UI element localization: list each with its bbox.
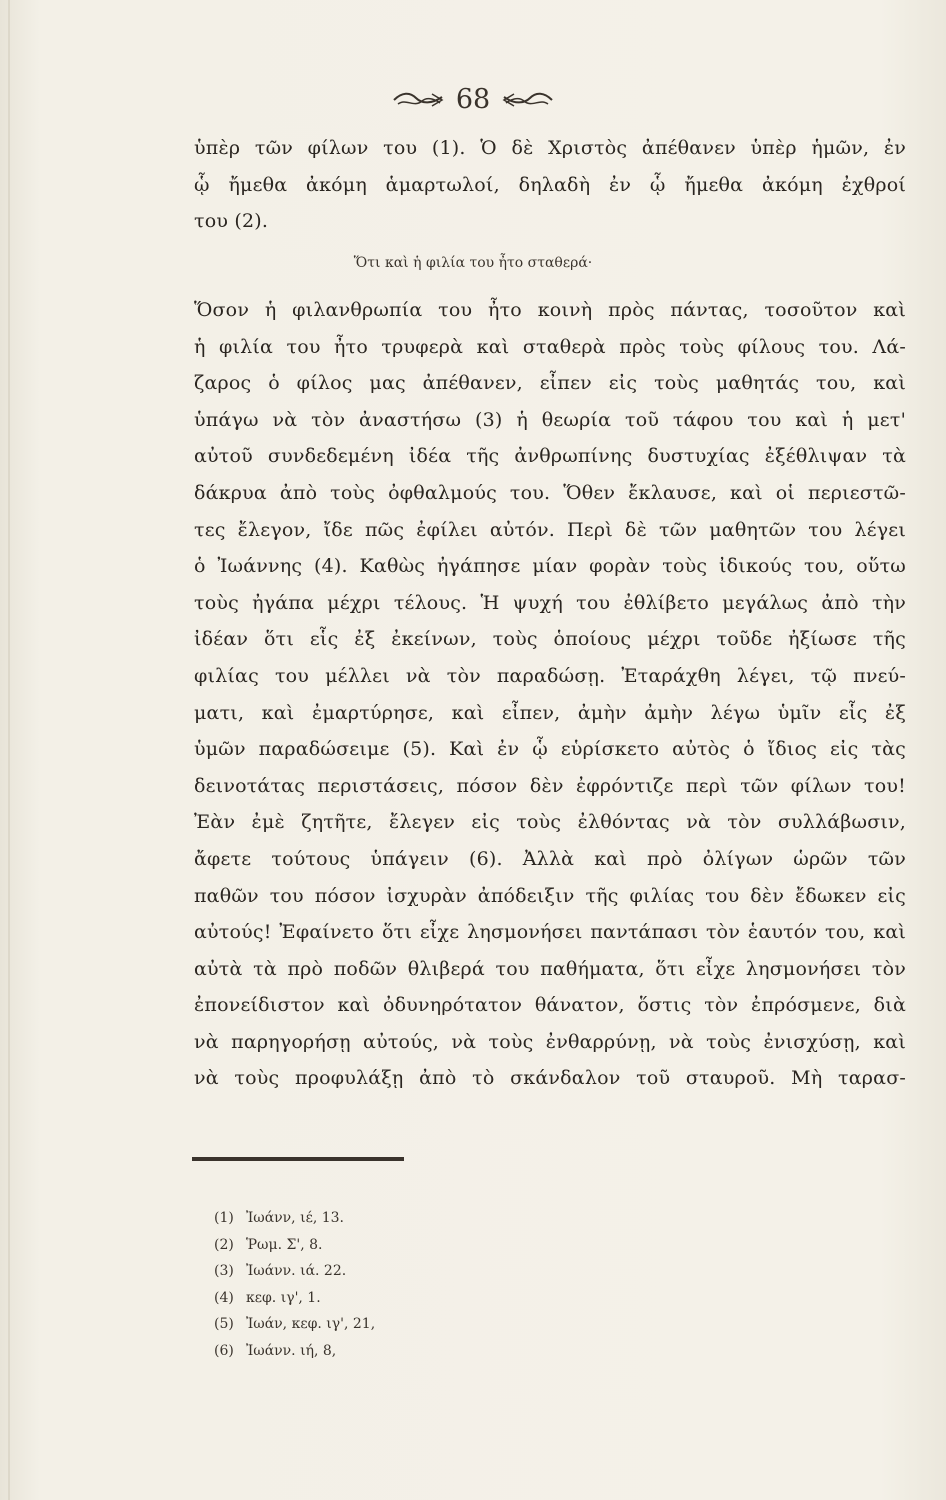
- page-header: [0, 84, 946, 115]
- footnotes: [214, 1205, 614, 1365]
- text-line: παθῶν του πόσον ἰσχυρὰν ἀπόδειξιν τῆς φιλίας του δὲν ἔδωκεν εἰς: [194, 884, 906, 907]
- text-line: δάκρυα ἀπὸ τοὺς ὀφθαλμούς του. Ὅθεν ἔκλαυσε, καὶ οἱ περιεστῶ-: [194, 481, 906, 504]
- footnote-number: (3): [214, 1263, 234, 1280]
- footnote-item: [214, 1205, 614, 1232]
- footnote-item: [214, 1311, 614, 1338]
- footnote-divider: [192, 1157, 404, 1161]
- text-line: ὁ Ἰωάννης (4). Καθὼς ἠγάπησε μίαν φορὰν τοὺς ἰδικούς του, οὕτω: [194, 555, 906, 578]
- text-line: αὐτὰ τὰ πρὸ ποδῶν θλιβερά του παθήματα, ὅτι εἶχε λησμονήσει τὸν: [194, 957, 906, 980]
- text-line: ὑπὲρ τῶν φίλων του (1). Ὁ δὲ Χριστὸς ἀπέθανεν ὑπὲρ ἡμῶν, ἐν: [194, 137, 906, 159]
- footnote-number: (5): [214, 1316, 234, 1333]
- footnote-text: Ἰωάν, κεφ. ιγ', 21,: [246, 1316, 376, 1333]
- text-line: φιλίας του μέλλει νὰ τὸν παραδώσῃ. Ἐταράχθη λέγει, τῷ πνεύ-: [194, 664, 906, 687]
- paragraph-1: [194, 130, 906, 240]
- text-line: ἐπονείδιστον καὶ ὀδυνηρότατον θάνατον, ὅστις τὸν ἐπρόσμενε, διὰ: [194, 994, 906, 1017]
- footnote-text: Ἰωάνν, ιέ, 13.: [246, 1210, 344, 1226]
- footnote-item: [214, 1338, 614, 1365]
- footnote-item: [214, 1232, 614, 1259]
- footnote-text: Ἰωάνν. ιή, 8,: [246, 1342, 337, 1359]
- text-line: ζαρος ὁ φίλος μας ἀπέθανεν, εἶπεν εἰς τοὺς μαθητάς του, καὶ: [194, 372, 906, 395]
- footnote-item: [214, 1285, 614, 1312]
- footnote-number: (4): [214, 1289, 234, 1306]
- text-line: ἄφετε τούτους ὑπάγειν (6). Ἀλλὰ καὶ πρὸ ὀλίγων ὡρῶν τῶν: [194, 847, 906, 870]
- text-line: ὑπάγω νὰ τὸν ἀναστήσω (3) ἡ θεωρία τοῦ τάφου του καὶ ἡ μετ': [194, 408, 906, 431]
- text-line: ᾧ ἤμεθα ἀκόμη ἁμαρτωλοί, δηλαδὴ ἐν ᾧ ἤμεθα ἀκόμη ἐχθροί: [194, 173, 906, 196]
- text-line: ἰδέαν ὅτι εἷς ἐξ ἐκείνων, τοὺς ὁποίους μέχρι τοῦδε ἠξίωσε τῆς: [194, 628, 906, 651]
- right-ornament-icon: [502, 89, 554, 111]
- page-number: 68: [455, 84, 491, 115]
- text-line: ὑμῶν παραδώσειμε (5). Καὶ ἐν ᾧ εὑρίσκετο αὐτὸς ὁ ἴδιος εἰς τὰς: [194, 738, 906, 761]
- paragraph-2: [194, 292, 906, 1097]
- footnote-number: (2): [214, 1236, 234, 1253]
- text-line: ἡ φιλία του ἦτο τρυφερὰ καὶ σταθερὰ πρὸς τοὺς φίλους του. Λά-: [194, 335, 906, 358]
- footnote-item: [214, 1258, 614, 1285]
- footnote-text: Ἰωάνν. ιά. 22.: [246, 1263, 347, 1280]
- footnote-number: (6): [214, 1342, 234, 1359]
- section-subtitle: Ὅτι καὶ ἡ φιλία του ἦτο σταθερά·: [353, 255, 593, 271]
- text-line: αὐτούς! Ἐφαίνετο ὅτι εἶχε λησμονήσει παντάπασι τὸν ἑαυτόν του, καὶ: [194, 921, 906, 944]
- footnote-text: κεφ. ιγ', 1.: [246, 1289, 321, 1306]
- text-line: αὐτοῦ συνδεδεμένη ἰδέα τῆς ἀνθρωπίνης δυστυχίας ἐξέθλιψαν τὰ: [194, 445, 906, 468]
- text-line: ματι, καὶ ἐμαρτύρησε, καὶ εἶπεν, ἀμὴν ἀμὴν λέγω ὑμῖν εἷς ἐξ: [194, 701, 906, 724]
- left-ornament-icon: [392, 89, 444, 111]
- text-line: νὰ τοὺς προφυλάξῃ ἀπὸ τὸ σκάνδαλον τοῦ σταυροῦ. Μὴ ταρασ-: [194, 1067, 906, 1090]
- text-line: Ἐὰν ἐμὲ ζητῆτε, ἔλεγεν εἰς τοὺς ἐλθόντας νὰ τὸν συλλάβωσιν,: [194, 811, 906, 834]
- text-line: του (2).: [194, 210, 269, 233]
- text-line: τες ἔλεγον, ἴδε πῶς ἐφίλει αὐτόν. Περὶ δὲ τῶν μαθητῶν του λέγει: [194, 518, 906, 541]
- footnote-text: Ῥωμ. Σ', 8.: [246, 1236, 323, 1253]
- text-line: τοὺς ἠγάπα μέχρι τέλους. Ἡ ψυχή του ἐθλίβετο μεγάλως ἀπὸ τὴν: [194, 591, 906, 614]
- footnote-number: (1): [214, 1210, 234, 1226]
- text-line: δεινοτάτας περιστάσεις, πόσον δὲν ἐφρόντιζε περὶ τῶν φίλων του!: [194, 774, 906, 797]
- text-line: νὰ παρηγορήσῃ αὐτούς, νὰ τοὺς ἐνθαρρύνῃ, νὰ τοὺς ἐνισχύσῃ, καὶ: [194, 1030, 906, 1053]
- text-line: Ὅσον ἡ φιλανθρωπία του ἦτο κοινὴ πρὸς πάντας, τοσοῦτον καὶ: [194, 299, 906, 321]
- binding-gutter: [8, 0, 10, 1500]
